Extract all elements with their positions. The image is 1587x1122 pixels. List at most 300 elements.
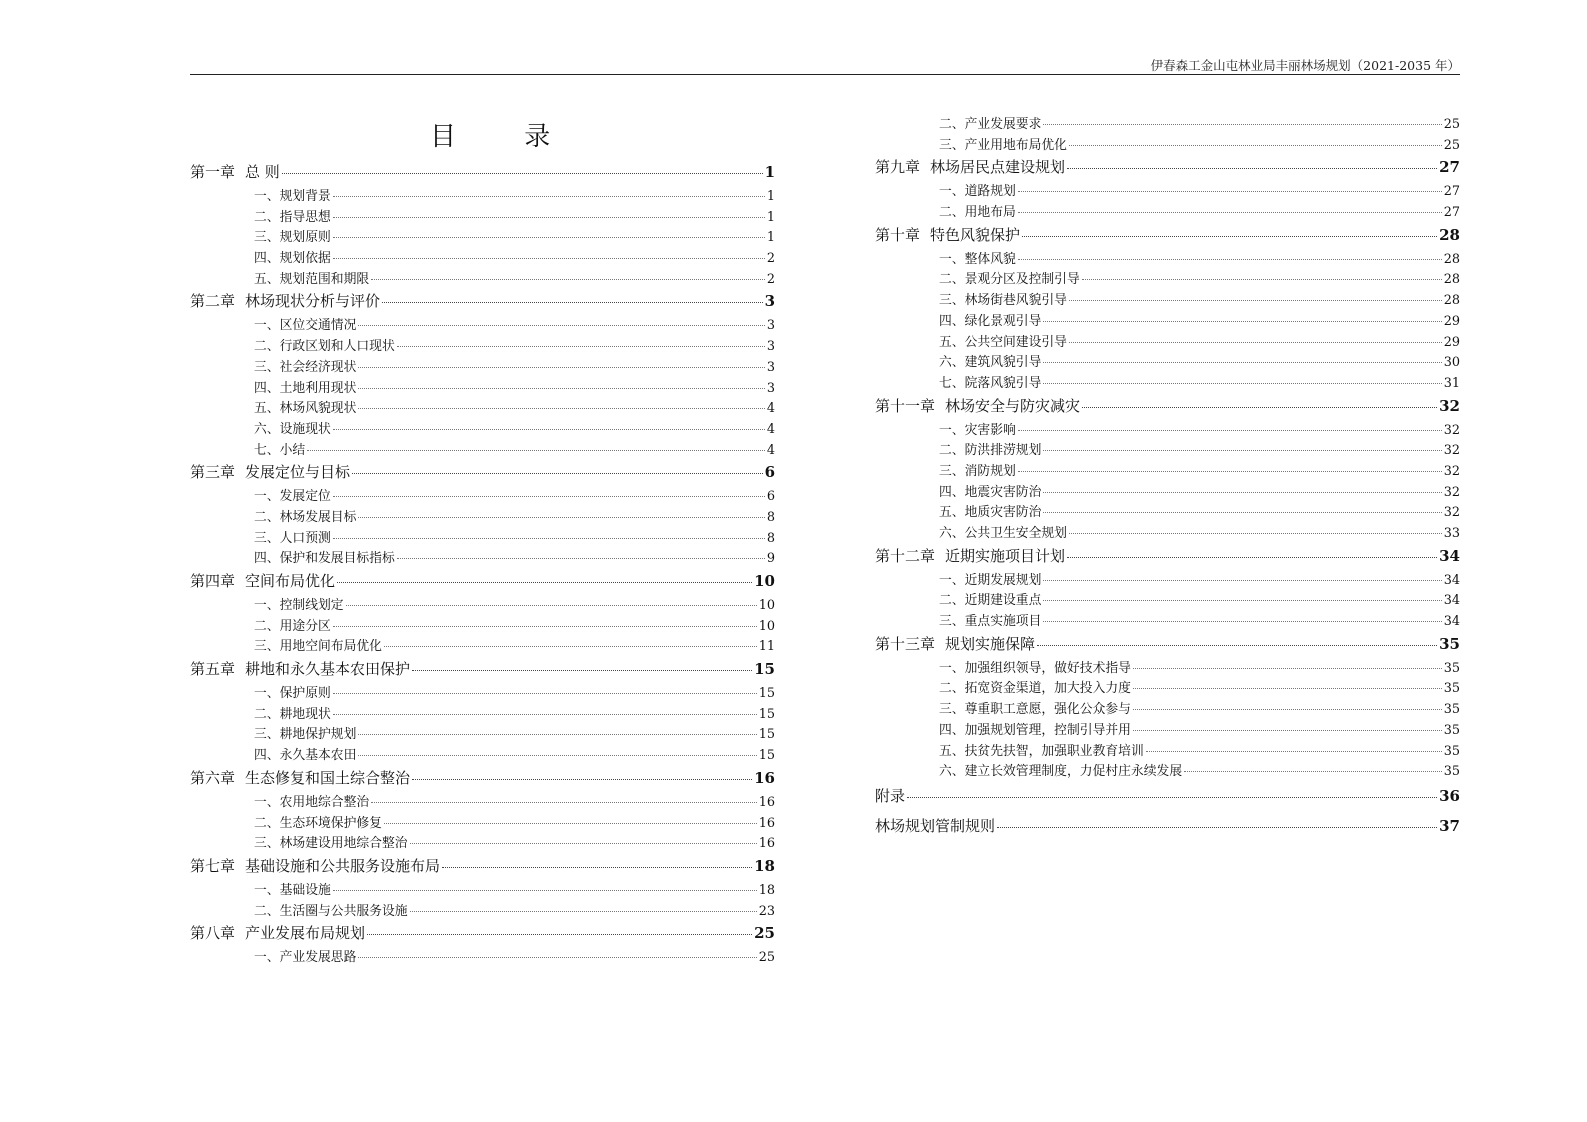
- toc-section-entry[interactable]: [190, 185, 775, 206]
- toc-entry-title: 五、规划范围和期限: [254, 271, 370, 287]
- toc-section-entry[interactable]: [875, 268, 1460, 289]
- dot-leader: [358, 733, 756, 735]
- page-number: 25: [1443, 117, 1460, 132]
- toc-section-entry[interactable]: [190, 397, 775, 418]
- page-number: 1: [766, 189, 775, 204]
- toc-entry-title: 四、永久基本农田: [254, 748, 357, 764]
- dot-leader: [1082, 278, 1442, 280]
- toc-entry-title: 二、防洪排涝规划: [939, 443, 1042, 459]
- toc-section-entry[interactable]: [875, 698, 1460, 719]
- page-number: 3: [766, 380, 775, 396]
- toc-entry-title: 六、公共卫生安全规划: [939, 526, 1067, 541]
- toc-section-entry[interactable]: [875, 657, 1460, 678]
- toc-entry-title: [875, 395, 1080, 416]
- toc-entry-title: 三、社会经济现状: [254, 359, 357, 375]
- dot-leader: [1069, 532, 1442, 534]
- toc-entry-title: [875, 633, 1035, 654]
- toc-section-entry[interactable]: [190, 879, 775, 900]
- toc-entry-title: 四、土地利用现状: [254, 380, 357, 396]
- toc-chapter-entry[interactable]: [190, 288, 775, 314]
- toc-entry-title: 七、院落风貌引导: [939, 375, 1042, 391]
- toc-entry-title: [190, 461, 350, 482]
- dot-leader: [1069, 299, 1442, 301]
- toc-section-entry[interactable]: [875, 113, 1460, 134]
- dot-leader: [410, 910, 757, 912]
- toc-chapter-entry[interactable]: [190, 159, 775, 185]
- toc-entry-title: [190, 767, 410, 788]
- toc-chapter-entry[interactable]: [190, 459, 775, 485]
- chapter-title: 近期实施项目计划: [945, 546, 1066, 565]
- dot-leader: [358, 956, 756, 958]
- page-number: 34: [1443, 614, 1460, 630]
- chapter-title: 空间布局优化: [245, 572, 336, 590]
- page-number: 28: [1439, 225, 1460, 244]
- dot-leader: [1043, 449, 1441, 451]
- page-number: 3: [764, 292, 775, 311]
- dot-leader: [1043, 491, 1441, 493]
- chapter-title: 总 则: [245, 163, 280, 181]
- dot-leader: [1133, 729, 1442, 731]
- page-number: 4: [766, 401, 775, 417]
- page-number: 27: [1443, 205, 1460, 221]
- toc-section-entry[interactable]: [875, 289, 1460, 310]
- toc-section-entry[interactable]: [190, 946, 775, 967]
- dot-leader: [412, 669, 752, 671]
- toc-entry-title: [190, 161, 280, 182]
- chapter-number: 第十章: [875, 225, 921, 244]
- dot-leader: [282, 172, 763, 174]
- toc-entry-title: [190, 855, 440, 876]
- toc-left-column: [190, 159, 775, 967]
- toc-entry-title: [190, 658, 410, 679]
- dot-leader: [1018, 211, 1442, 213]
- dot-leader: [1018, 429, 1442, 431]
- page-number: 27: [1439, 158, 1460, 177]
- dot-leader: [358, 324, 764, 326]
- chapter-title: 发展定位与目标: [245, 463, 351, 482]
- dot-leader: [907, 796, 1437, 798]
- toc-section-entry[interactable]: [190, 206, 775, 227]
- page-number: 16: [758, 836, 775, 852]
- page-number: 32: [1439, 396, 1460, 415]
- dot-leader: [333, 216, 765, 218]
- toc-section-entry[interactable]: [875, 481, 1460, 502]
- toc-entry-title: 一、灾害影响: [939, 422, 1016, 438]
- chapter-title: 林场安全与防灾减灾: [945, 396, 1081, 415]
- page-number: 15: [758, 706, 775, 722]
- chapter-number: 第十一章: [875, 396, 936, 415]
- toc-entry-title: 三、消防规划: [939, 463, 1016, 479]
- chapter-number: 第三章: [190, 463, 236, 482]
- toc-section-entry[interactable]: [190, 832, 775, 853]
- page-number: 35: [1443, 722, 1460, 738]
- page-number: 31: [1443, 375, 1460, 391]
- dot-leader: [1146, 750, 1442, 752]
- toc-entry-title: 二、耕地现状: [254, 706, 331, 722]
- dot-leader: [1043, 361, 1441, 363]
- toc-section-entry[interactable]: [190, 594, 775, 615]
- toc-entry-title: 三、重点实施项目: [939, 614, 1042, 630]
- page-number: 10: [754, 572, 775, 590]
- toc-entry-title: 二、指导思想: [254, 209, 331, 225]
- toc-section-entry[interactable]: [190, 485, 775, 506]
- toc-section-entry[interactable]: [190, 268, 775, 289]
- page-number: 18: [758, 882, 775, 898]
- toc-section-entry[interactable]: [875, 760, 1460, 781]
- chapter-title: 基础设施和公共服务设施布局: [245, 856, 441, 875]
- page-number: 35: [1443, 681, 1460, 697]
- toc-section-entry[interactable]: [875, 372, 1460, 393]
- toc-entry-title: 四、保护和发展目标指标: [254, 551, 395, 567]
- dot-leader: [358, 387, 764, 389]
- dot-leader: [442, 866, 752, 868]
- page-number: 35: [1443, 764, 1460, 780]
- toc-section-entry[interactable]: [875, 180, 1460, 201]
- page-number: 1: [766, 209, 775, 225]
- page-number: 27: [1443, 184, 1460, 200]
- toc-entry-title: 一、区位交通情况: [254, 318, 357, 334]
- toc-entry-title: [875, 545, 1065, 566]
- dot-leader: [371, 801, 757, 803]
- running-header: 伊春森工金山屯林业局丰丽林场规划（2021-2035 年）: [1150, 58, 1460, 73]
- dot-leader: [410, 842, 757, 844]
- page-number: 15: [754, 660, 775, 679]
- toc-entry-title: 二、用途分区: [254, 618, 331, 634]
- toc-section-entry[interactable]: [875, 351, 1460, 372]
- dot-leader: [1043, 123, 1441, 125]
- toc-entry-title: 四、绿化景观引导: [939, 313, 1042, 329]
- toc-chapter-entry[interactable]: [875, 222, 1460, 248]
- toc-entry-title: 二、近期建设重点: [939, 593, 1042, 609]
- page-number: 36: [1439, 786, 1460, 805]
- page-number: 25: [754, 924, 775, 943]
- chapter-title: 耕地和永久基本农田保护: [245, 660, 411, 679]
- toc-entry-title: 一、控制线划定: [254, 598, 344, 613]
- page-number: 32: [1443, 463, 1460, 479]
- page-number: 35: [1443, 743, 1460, 759]
- chapter-number: 第十二章: [875, 546, 936, 565]
- page-number: 34: [1443, 572, 1460, 588]
- page-number: 35: [1443, 702, 1460, 718]
- dot-leader: [333, 889, 757, 891]
- toc-section-entry[interactable]: [875, 248, 1460, 269]
- page-number: 34: [1439, 546, 1460, 565]
- dot-leader: [1133, 687, 1442, 689]
- toc-chapter-entry[interactable]: [190, 568, 775, 594]
- toc-entry-title: 三、耕地保护规划: [254, 727, 357, 743]
- dot-leader: [333, 692, 757, 694]
- chapter-title: 规划实施保障: [945, 634, 1036, 653]
- toc-right-column: [875, 113, 1460, 841]
- dot-leader: [371, 278, 765, 280]
- toc-entry-title: 一、规划背景: [254, 189, 331, 204]
- toc-entry-title: 五、林场风貌现状: [254, 401, 357, 417]
- dot-leader: [333, 713, 757, 715]
- dot-leader: [333, 495, 765, 497]
- page-number: 29: [1443, 313, 1460, 329]
- toc-entry-title: 三、人口预测: [254, 530, 331, 546]
- dot-leader: [346, 604, 757, 606]
- toc-entry-title: 五、公共空间建设引导: [939, 334, 1067, 350]
- dot-leader: [358, 366, 764, 368]
- toc-section-entry[interactable]: [190, 723, 775, 744]
- chapter-title: 特色风貌保护: [930, 225, 1021, 244]
- toc-appendix-entry[interactable]: [875, 781, 1460, 811]
- toc-entry-title: 二、用地布局: [939, 205, 1016, 221]
- toc-entry-title: 一、产业发展思路: [254, 950, 357, 966]
- dot-leader: [1069, 144, 1442, 146]
- dot-leader: [333, 625, 757, 627]
- page-number: 28: [1443, 251, 1460, 267]
- page-number: 37: [1439, 816, 1460, 835]
- toc-section-entry[interactable]: [190, 635, 775, 656]
- dot-leader: [367, 933, 752, 935]
- toc-entry-title: 六、设施现状: [254, 421, 331, 437]
- toc-entry-title: [190, 570, 335, 591]
- page-number: 15: [758, 748, 775, 764]
- dot-leader: [997, 826, 1437, 828]
- toc-section-entry[interactable]: [875, 569, 1460, 590]
- dot-leader: [1067, 556, 1437, 558]
- page-number: 30: [1443, 355, 1460, 371]
- chapter-number: 第二章: [190, 292, 236, 311]
- toc-chapter-entry[interactable]: [190, 656, 775, 682]
- toc-chapter-entry[interactable]: [190, 765, 775, 791]
- page-number: 16: [758, 794, 775, 810]
- toc-entry-title: 二、产业发展要求: [939, 117, 1042, 132]
- dot-leader: [352, 472, 763, 474]
- page-number: 35: [1439, 634, 1460, 653]
- toc-section-entry[interactable]: [190, 247, 775, 268]
- chapter-title: 产业发展布局规划: [245, 924, 366, 943]
- toc-section-entry[interactable]: [875, 677, 1460, 698]
- page-number: 2: [766, 251, 775, 267]
- page-number: 11: [758, 639, 775, 655]
- toc-section-entry[interactable]: [190, 900, 775, 921]
- dot-leader: [1037, 644, 1437, 646]
- page-number: 18: [754, 856, 775, 875]
- page-number: 28: [1443, 293, 1460, 309]
- page-number: 34: [1443, 593, 1460, 609]
- toc-section-entry[interactable]: [190, 791, 775, 812]
- toc-entry-title: 一、基础设施: [254, 882, 331, 898]
- toc-entry-title: 四、规划依据: [254, 251, 331, 267]
- page-number: 8: [766, 530, 775, 546]
- toc-section-entry[interactable]: [190, 418, 775, 439]
- page-number: 32: [1443, 484, 1460, 500]
- toc-entry-title: 五、扶贫先扶智，加强职业教育培训: [939, 743, 1144, 759]
- page-number: 32: [1443, 505, 1460, 521]
- toc-section-entry[interactable]: [875, 331, 1460, 352]
- toc-section-entry[interactable]: [875, 501, 1460, 522]
- dot-leader: [333, 537, 765, 539]
- toc-entry-title: 一、近期发展规划: [939, 572, 1042, 588]
- dot-leader: [1043, 382, 1441, 384]
- dot-leader: [382, 301, 763, 303]
- dot-leader: [1082, 406, 1437, 408]
- page-number: 23: [758, 903, 775, 919]
- toc-section-entry[interactable]: [875, 460, 1460, 481]
- toc-section-entry[interactable]: [190, 356, 775, 377]
- dot-leader: [1022, 235, 1437, 237]
- toc-chapter-entry[interactable]: [875, 154, 1460, 180]
- page-number: 3: [766, 318, 775, 334]
- toc-chapter-entry[interactable]: [875, 543, 1460, 569]
- toc-entry-title: 四、加强规划管理，控制引导并用: [939, 722, 1131, 738]
- dot-leader: [333, 195, 765, 197]
- page-number: 6: [764, 463, 775, 482]
- dot-leader: [384, 645, 757, 647]
- toc-section-entry[interactable]: [190, 439, 775, 460]
- toc-section-entry[interactable]: [190, 527, 775, 548]
- page-number: 25: [1443, 137, 1460, 153]
- page-number: 3: [766, 359, 775, 375]
- dot-leader: [358, 516, 764, 518]
- page-number: 28: [1443, 272, 1460, 288]
- toc-section-entry[interactable]: [190, 377, 775, 398]
- dot-leader: [1043, 320, 1441, 322]
- toc-section-entry[interactable]: [875, 740, 1460, 761]
- page-number: 2: [766, 271, 775, 287]
- toc-entry-title: 一、保护原则: [254, 686, 331, 702]
- toc-chapter-entry[interactable]: [190, 853, 775, 879]
- page-number: 3: [766, 339, 775, 355]
- toc-section-entry[interactable]: [875, 610, 1460, 631]
- dot-leader: [1043, 579, 1441, 581]
- chapter-number: 第六章: [190, 768, 236, 787]
- toc-entry-title: 五、地质灾害防治: [939, 505, 1042, 521]
- dot-leader: [1043, 620, 1441, 622]
- toc-entry-title: 七、小结: [254, 442, 306, 458]
- toc-entry-title: 三、林场建设用地综合整治: [254, 836, 408, 852]
- dot-leader: [333, 236, 765, 238]
- chapter-title: 生态修复和国土综合整治: [245, 768, 411, 787]
- toc-chapter-entry[interactable]: [875, 393, 1460, 419]
- toc-section-entry[interactable]: [190, 547, 775, 568]
- toc-section-entry[interactable]: [190, 506, 775, 527]
- toc-entry-title: 一、加强组织领导，做好技术指导: [939, 660, 1131, 676]
- page-number: 33: [1443, 526, 1460, 541]
- toc-entry-title: 一、道路规划: [939, 184, 1016, 200]
- toc-entry-title: 二、行政区划和人口现状: [254, 339, 395, 355]
- dot-leader: [384, 822, 757, 824]
- chapter-number: 第九章: [875, 158, 921, 177]
- dot-leader: [1067, 167, 1437, 169]
- toc-section-entry[interactable]: [875, 589, 1460, 610]
- chapter-number: 第四章: [190, 572, 236, 590]
- toc-section-entry[interactable]: [875, 419, 1460, 440]
- header-rule: [190, 74, 1460, 75]
- page-number: 15: [758, 727, 775, 743]
- dot-leader: [307, 449, 765, 451]
- page-number: 25: [758, 950, 775, 966]
- chapter-number: 第五章: [190, 660, 236, 679]
- toc-section-entry[interactable]: [190, 812, 775, 833]
- toc-entry-title: 二、景观分区及控制引导: [939, 272, 1080, 288]
- toc-chapter-entry[interactable]: [190, 920, 775, 946]
- toc-entry-title: [875, 224, 1020, 245]
- dot-leader: [1069, 341, 1442, 343]
- toc-entry-title: 二、拓宽资金渠道，加大投入力度: [939, 681, 1131, 697]
- toc-entry-title: 林场规划管制规则: [875, 816, 996, 835]
- toc-chapter-entry[interactable]: [875, 631, 1460, 657]
- dot-leader: [1018, 190, 1442, 192]
- toc-entry-title: [875, 156, 1065, 177]
- page-number: 35: [1443, 660, 1460, 676]
- dot-leader: [1043, 511, 1441, 513]
- toc-section-entry[interactable]: [875, 134, 1460, 155]
- toc-section-entry[interactable]: [190, 335, 775, 356]
- dot-leader: [397, 557, 765, 559]
- toc-entry-title: [190, 290, 380, 311]
- toc-entry-title: [190, 922, 365, 943]
- toc-entry-title: 三、规划原则: [254, 230, 331, 246]
- page-number: 9: [766, 551, 775, 567]
- dot-leader: [358, 754, 756, 756]
- dot-leader: [1184, 770, 1442, 772]
- toc-section-entry[interactable]: [190, 703, 775, 724]
- dot-leader: [333, 257, 765, 259]
- page-number: 8: [766, 509, 775, 525]
- toc-entry-title: 三、产业用地布局优化: [939, 137, 1067, 153]
- chapter-number: 第七章: [190, 856, 236, 875]
- page-number: 1: [764, 163, 775, 181]
- toc-section-entry[interactable]: [875, 201, 1460, 222]
- page-title: 目 录: [430, 122, 581, 152]
- dot-leader: [412, 778, 752, 780]
- toc-section-entry[interactable]: [875, 310, 1460, 331]
- page-number: 4: [766, 442, 775, 458]
- toc-section-entry[interactable]: [190, 314, 775, 335]
- page-number: 29: [1443, 334, 1460, 350]
- chapter-number: 第十三章: [875, 634, 936, 653]
- toc-entry-title: 三、尊重职工意愿，强化公众参与: [939, 702, 1131, 718]
- page-number: 6: [766, 489, 775, 505]
- toc-section-entry[interactable]: [190, 615, 775, 636]
- toc-entry-title: 一、发展定位: [254, 489, 331, 505]
- page-number: 32: [1443, 422, 1460, 438]
- chapter-number: 第八章: [190, 924, 236, 943]
- toc-section-entry[interactable]: [875, 439, 1460, 460]
- dot-leader: [1018, 470, 1442, 472]
- dot-leader: [1043, 599, 1441, 601]
- dot-leader: [397, 345, 765, 347]
- toc-section-entry[interactable]: [190, 682, 775, 703]
- dot-leader: [333, 428, 765, 430]
- toc-entry-title: 二、生活圈与公共服务设施: [254, 903, 408, 919]
- page-number: 16: [758, 815, 775, 831]
- toc-entry-title: 六、建立长效管理制度，力促村庄永续发展: [939, 764, 1183, 780]
- toc-entry-title: 一、整体风貌: [939, 251, 1016, 267]
- toc-section-entry[interactable]: [875, 522, 1460, 543]
- page-number: 16: [754, 768, 775, 787]
- dot-leader: [1133, 708, 1442, 710]
- toc-section-entry[interactable]: [190, 744, 775, 765]
- toc-entry-title: 三、用地空间布局优化: [254, 639, 382, 655]
- page-number: 10: [758, 618, 775, 634]
- toc-entry-title: 一、农用地综合整治: [254, 794, 370, 810]
- page-number: 15: [758, 686, 775, 702]
- page-number: 4: [766, 421, 775, 437]
- dot-leader: [1133, 667, 1442, 669]
- toc-appendix-entry[interactable]: [875, 811, 1460, 841]
- toc-entry-title: 四、地震灾害防治: [939, 484, 1042, 500]
- toc-entry-title: 六、建筑风貌引导: [939, 355, 1042, 371]
- toc-section-entry[interactable]: [875, 719, 1460, 740]
- toc-entry-title: 二、林场发展目标: [254, 509, 357, 525]
- toc-section-entry[interactable]: [190, 226, 775, 247]
- toc-entry-title: 附录: [875, 786, 906, 805]
